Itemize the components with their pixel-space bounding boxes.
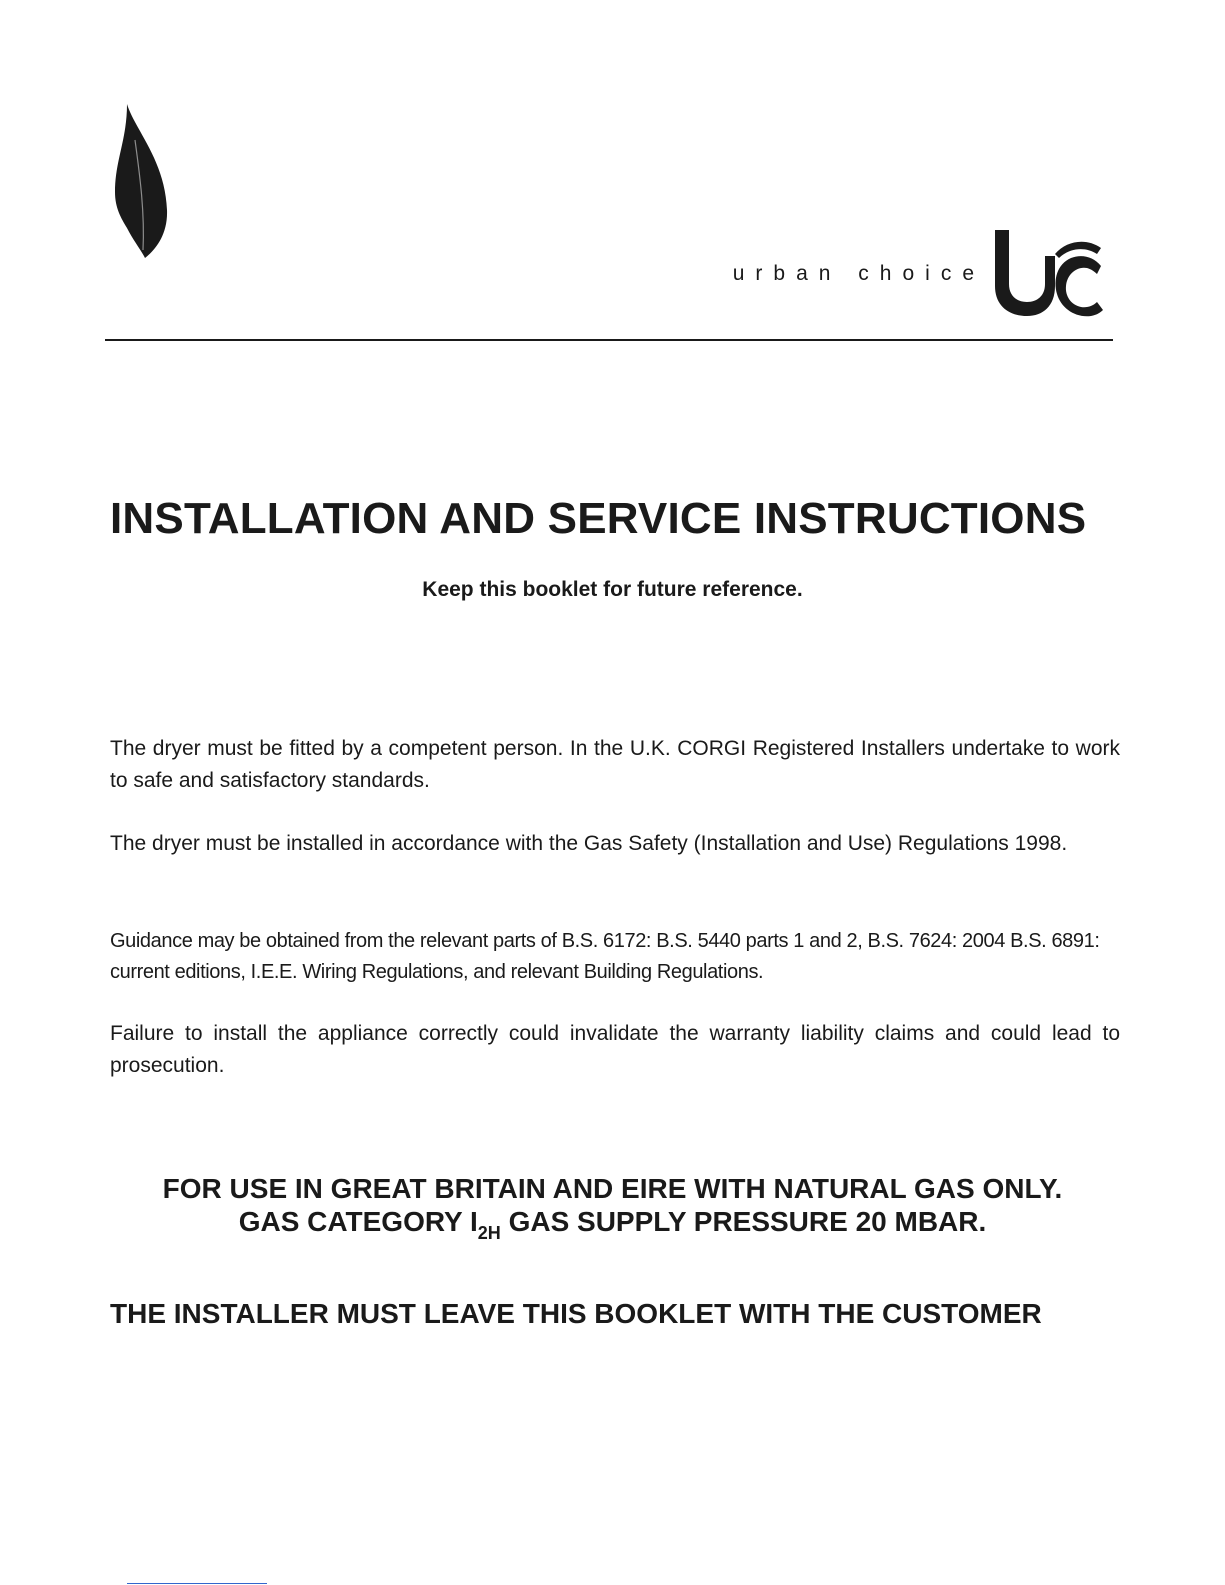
uc-logo-icon <box>989 226 1107 326</box>
gas-notice <box>0 1172 1225 1243</box>
gas-pressure-label: GAS SUPPLY PRESSURE 20 MBAR. <box>500 1206 987 1237</box>
document-subtitle: Keep this booklet for future reference. <box>422 578 803 601</box>
brand-text: urban choice <box>732 262 985 285</box>
footer-link-underline <box>127 1583 267 1584</box>
leaf-icon <box>105 100 175 260</box>
gas-notice-line2 <box>0 1205 1225 1243</box>
paragraph-gas-safety: The dryer must be installed in accordance with the Gas Safety (Installation and Use) Regulations 1998. <box>110 832 1068 855</box>
header-divider <box>105 339 1113 341</box>
gas-category-subscript: 2H <box>477 1223 501 1243</box>
installer-notice: THE INSTALLER MUST LEAVE THIS BOOKLET WITH THE CUSTOMER <box>110 1298 1042 1329</box>
gas-category-label: GAS CATEGORY I <box>238 1206 478 1237</box>
brand-lockup <box>733 226 1107 326</box>
paragraph-competent-person: The dryer must be fitted by a competent person. In the U.K. CORGI Registered Installers undertake to work to safe and satisfactory standards. <box>110 737 1120 792</box>
paragraph-warranty: Failure to install the appliance correctly could invalidate the warranty liability claims and could lead to prosecution. <box>110 1022 1120 1077</box>
gas-notice-line1: FOR USE IN GREAT BRITAIN AND EIRE WITH NATURAL GAS ONLY. <box>162 1173 1063 1204</box>
paragraph-guidance: Guidance may be obtained from the relevant parts of B.S. 6172: B.S. 5440 parts 1 and 2, B.S. 7624: 2004 B.S. 6891: current editions, I.E.E. Wiring Regulations, and relevant Building Regulations. <box>110 930 1100 983</box>
document-title: INSTALLATION AND SERVICE INSTRUCTIONS <box>110 494 1087 543</box>
